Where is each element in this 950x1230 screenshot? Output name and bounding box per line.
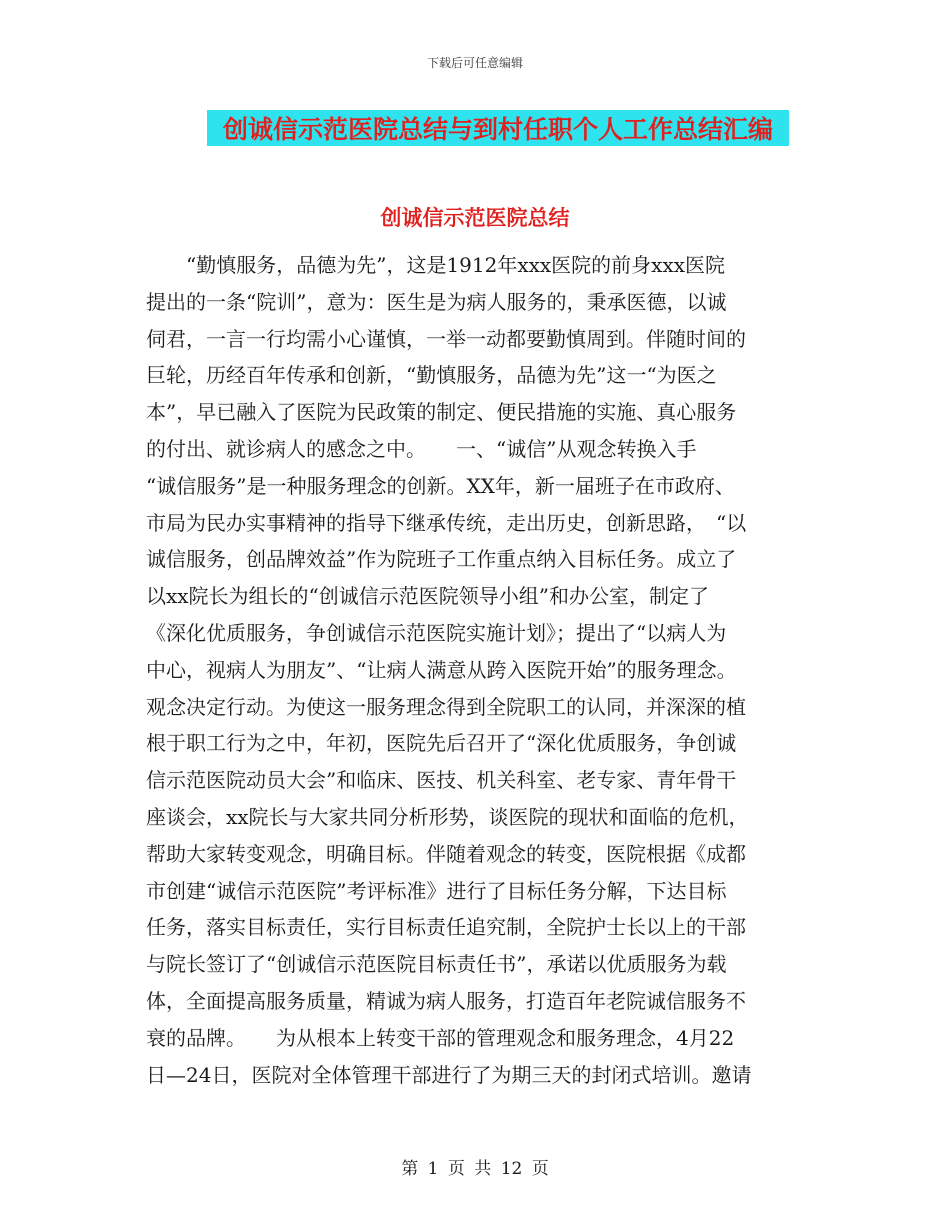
text-line: 提出的一条“院训”，意为：医生是为病人服务的，秉承医德，以诚 xyxy=(146,289,727,314)
text-line: 日—24日，医院对全体管理干部进行了为期三天的封闭式培训。邀请 xyxy=(146,1062,752,1087)
document-title-highlight xyxy=(207,110,789,146)
text-line: 体，全面提高服务质量，精诚为病人服务，打造百年老院诚信服务不 xyxy=(146,988,746,1013)
text-line: 观念决定行动。为使这一服务理念得到全院职工的认同，并深深的植 xyxy=(146,694,746,719)
document-title: 创诚信示范医院总结与到村任职个人工作总结汇编 xyxy=(222,115,773,144)
text-line: 本”，早已融入了医院为民政策的制定、便民措施的实施、真心服务 xyxy=(146,400,737,425)
text-line: 《深化优质服务，争创诚信示范医院实施计划》；提出了“以病人为 xyxy=(146,620,727,645)
text-line: 伺君，一言一行均需小心谨慎，一举一动都要勤慎周到。伴随时间的 xyxy=(146,326,746,351)
text-line: 信示范医院动员大会”和临床、医技、机关科室、老专家、青年骨干 xyxy=(146,768,737,793)
text-line: 巨轮，历经百年传承和创新，“勤慎服务，品德为先”这一“为医之 xyxy=(146,363,717,388)
text-line: 以xx院长为组长的“创诚信示范医院领导小组”和办公室，制定了 xyxy=(146,584,710,609)
text-line: 市局为民办实事精神的指导下继承传统，走出历史，创新思路， “以 xyxy=(146,510,747,535)
section-title: 创诚信示范医院总结 xyxy=(380,206,570,230)
text-line: 座谈会，xx院长与大家共同分析形势，谈医院的现状和面临的危机， xyxy=(146,804,749,829)
page-number-footer: 第 1 页 共 12 页 xyxy=(401,1159,549,1179)
text-line: 的付出、就诊病人的感念之中。 一、“诚信”从观念转换入手 xyxy=(146,436,697,461)
text-line: “诚信服务”是一种服务理念的创新。XX年，新一届班子在市政府、 xyxy=(146,473,735,498)
text-line: 诚信服务，创品牌效益”作为院班子工作重点纳入目标任务。成立了 xyxy=(146,547,737,572)
text-line: “勤慎服务，品德为先”，这是1912年xxx医院的前身xxx医院 xyxy=(146,253,726,277)
text-line: 中心，视病人为朋友”、“让病人满意从跨入医院开始”的服务理念。 xyxy=(146,657,737,682)
body-text xyxy=(146,247,806,1093)
text-line: 根于职工行为之中，年初，医院先后召开了“深化优质服务，争创诚 xyxy=(146,731,737,756)
text-line: 衰的品牌。 为从根本上转变干部的管理观念和服务理念，4月22 xyxy=(146,1025,735,1050)
text-line: 与院长签订了“创诚信示范医院目标责任书”，承诺以优质服务为载 xyxy=(146,952,727,977)
text-line: 任务，落实目标责任，实行目标责任追究制，全院护士长以上的干部 xyxy=(146,915,746,940)
text-line: 帮助大家转变观念，明确目标。伴随着观念的转变，医院根据《成都 xyxy=(146,841,746,866)
header-note: 下载后可任意编辑 xyxy=(426,56,523,70)
text-line: 市创建“诚信示范医院”考评标准》进行了目标任务分解，下达目标 xyxy=(146,878,727,903)
